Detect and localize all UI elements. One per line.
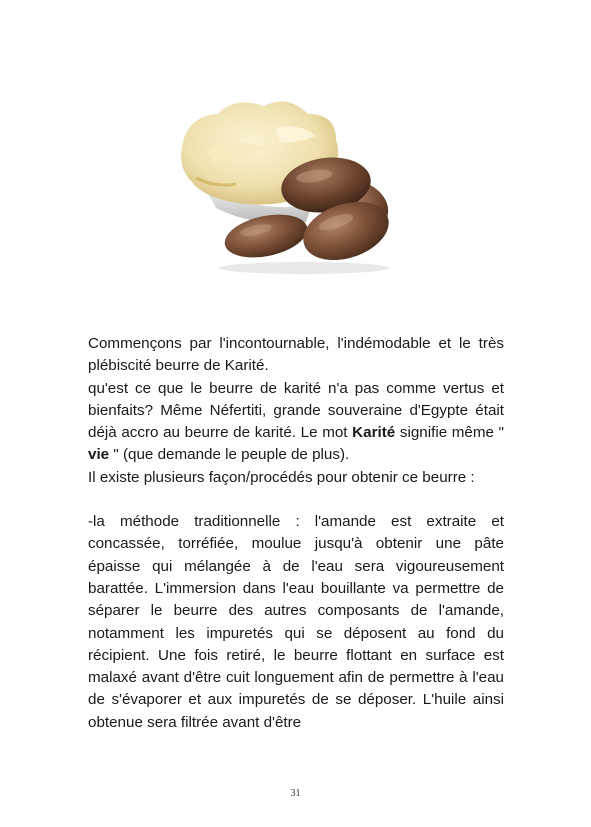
virtues-text-1: qu'est ce que le beurre de karité n'a pas comme vertus et bienfaits? Même Néfertiti, grande souveraine d'Egypte était déjà accro au beurre de karité. Le mot xyxy=(88,379,504,442)
karite-word: Karité xyxy=(352,424,396,442)
paragraph-traditional-method: -la méthode traditionnelle : l'amande est extraite et concassée, torréfiée, moulue jusqu'à obtenir une pâte épaisse qui mélangée à de l'eau sera vigoureusement barattée. L'immersion dans l'eau bouillante va permettre de séparer le beurre des autres composants de l'amande, notamment les impuretés qui se déposent au fond du récipient. Une fois retiré, le beurre flottant en surface est malaxé avant d'être cuit longuement afin de permettre à l'eau de s'évaporer et aux impuretés de se déposer. L'huile ainsi obtenue sera filtrée avant d'être xyxy=(88,513,504,731)
virtues-text-3: " (que demande le peuple de plus). xyxy=(109,446,350,464)
vie-word: vie xyxy=(88,446,110,464)
virtues-text-2: signifie même " xyxy=(395,424,504,442)
body-text xyxy=(88,333,504,734)
page-number: 31 xyxy=(290,788,301,799)
paragraph-methods: Il existe plusieurs façon/procédés pour obtenir ce beurre : xyxy=(88,468,475,486)
shea-butter-and-nuts-image xyxy=(176,88,416,278)
paragraph-intro: Commençons par l'incontournable, l'indémodable et le très plébiscité beurre de Karité. xyxy=(88,335,504,375)
paragraph-gap xyxy=(88,489,504,511)
paragraph-virtues xyxy=(88,378,504,467)
